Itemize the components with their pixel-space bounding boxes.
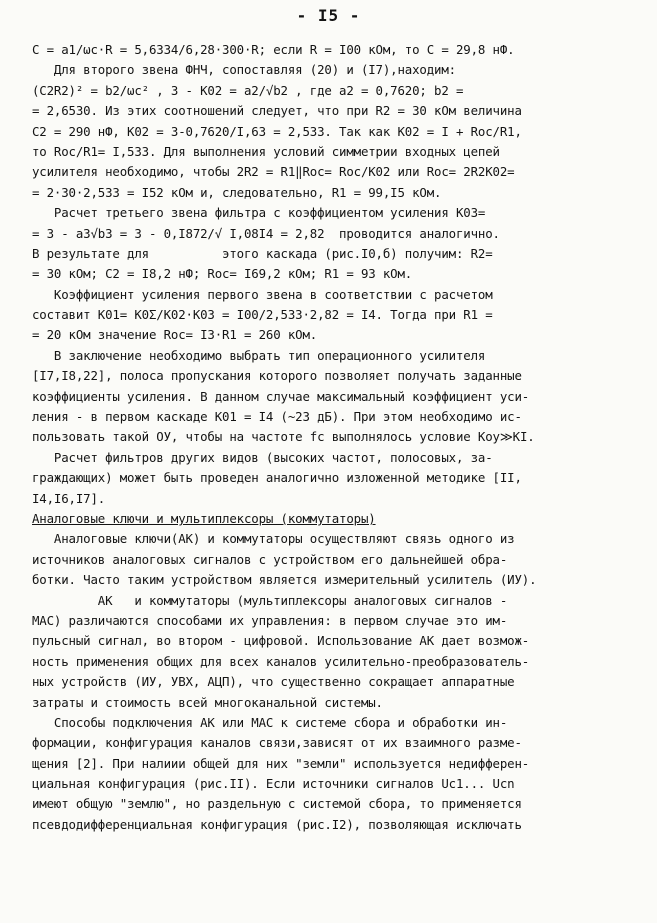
text-line: затраты и стоимость всей многоканальной системы.: [32, 694, 383, 710]
text-line: = 20 кОм значение Roc= I3·R1 = 260 кОм.: [32, 327, 318, 343]
text-line: Расчет третьего звена фильтра с коэффициентом усиления K03=: [32, 205, 486, 221]
text-line: Способы подключения АК или МАС к системе сбора и обработки ин-: [32, 714, 508, 730]
text-line: = 3 - a3√b3 = 3 - 0,I872/√ I,08I4 = 2,82 проводится аналогично.: [32, 225, 500, 241]
text-line: пользовать такой ОУ, чтобы на частоте fc выполнялось условие Kоу≫KI.: [32, 429, 535, 445]
text-line: ления - в первом каскаде K01 = I4 (~23 дБ). При этом необходимо ис-: [32, 409, 522, 425]
text-line: C2 = 290 нФ, K02 = 3-0,7620/I,63 = 2,533. Так как K02 = I + Roc/R1,: [32, 123, 522, 139]
text-line: I4,I6,I7].: [32, 490, 106, 506]
page-number: - I5 -: [296, 6, 361, 25]
text-line: [I7,I8,22], полоса пропускания которого позволяет получать заданные: [32, 368, 522, 384]
text-line: пульсный сигнал, во втором - цифровой. Использование АК дает возмож-: [32, 633, 530, 649]
text-line: Коэффициент усиления первого звена в соответствии с расчетом: [32, 286, 493, 302]
text-line: Для второго звена ФНЧ, сопоставляя (20) и (I7),находим:: [32, 62, 456, 78]
text-line: то Roc/R1= I,533. Для выполнения условий симметрии входных цепей: [32, 143, 500, 159]
text-line: формации, конфигурация каналов связи,зависят от их взаимного разме-: [32, 735, 522, 751]
text-line: Расчет фильтров других видов (высоких частот, полосовых, за-: [32, 449, 493, 465]
text-line: граждающих) может быть проведен аналогично изложенной методике [II,: [32, 470, 522, 486]
text-line: щения [2]. При налиии общей для них "земли" используется недифферен-: [32, 755, 530, 771]
text-line: C = a1/ωc·R = 5,6334/6,28·300·R; если R = I00 кОм, то C = 29,8 нФ.: [32, 42, 515, 57]
text-line: (C2R2)² = b2/ωc² , 3 - K02 = a2/√b2 , где a2 = 0,7620; b2 =: [32, 82, 464, 98]
text-line: В заключение необходимо выбрать тип операционного усилителя: [32, 347, 486, 363]
text-line: = 30 кОм; C2 = I8,2 нФ; Roc= I69,2 кОм; R1 = 93 кОм.: [32, 266, 413, 282]
section-heading: Аналоговые ключи и мультиплексоры (коммутаторы): [32, 510, 376, 526]
text-line: составит K01= K0Σ/K02·K03 = I00/2,533·2,82 = I4. Тогда при R1 =: [32, 307, 493, 323]
text-line: В результате для этого каскада (рис.I0,б) получим: R2=: [32, 245, 493, 261]
text-line: псевдодифференциальная конфигурация (рис.I2), позволяющая исключать: [32, 816, 522, 832]
body-text: [32, 40, 632, 835]
text-line: = 2·30·2,533 = I52 кОм и, следовательно, R1 = 99,I5 кОм.: [32, 184, 442, 200]
text-line: ность применения общих для всех каналов усилительно-преобразователь-: [32, 653, 530, 669]
text-line: источников аналоговых сигналов с устройством его дальнейшей обра-: [32, 551, 508, 567]
text-line: Аналоговые ключи(АК) и коммутаторы осуществляют связь одного из: [32, 531, 515, 547]
text-line: коэффициенты усиления. В данном случае максимальный коэффициент уси-: [32, 388, 530, 404]
text-line: имеют общую "землю", но раздельную с системой сбора, то применяется: [32, 796, 522, 812]
text-line: циальная конфигурация (рис.II). Если источники сигналов Uc1... Ucn: [32, 776, 515, 792]
text-line: МАС) различаются способами их управления: в первом случае это им-: [32, 612, 508, 628]
text-line: ных устройств (ИУ, УВХ, АЦП), что существенно сокращает аппаратные: [32, 674, 515, 690]
text-line: АК и коммутаторы (мультиплексоры аналоговых сигналов -: [32, 592, 508, 608]
text-line: = 2,6530. Из этих соотношений следует, что при R2 = 30 кОм величина: [32, 103, 522, 119]
text-line: ботки. Часто таким устройством является измерительный усилитель (ИУ).: [32, 572, 537, 588]
text-line: усилителя необходимо, чтобы 2R2 = R1‖Roc= Roc/K02 или Roc= 2R2K02=: [32, 164, 515, 180]
